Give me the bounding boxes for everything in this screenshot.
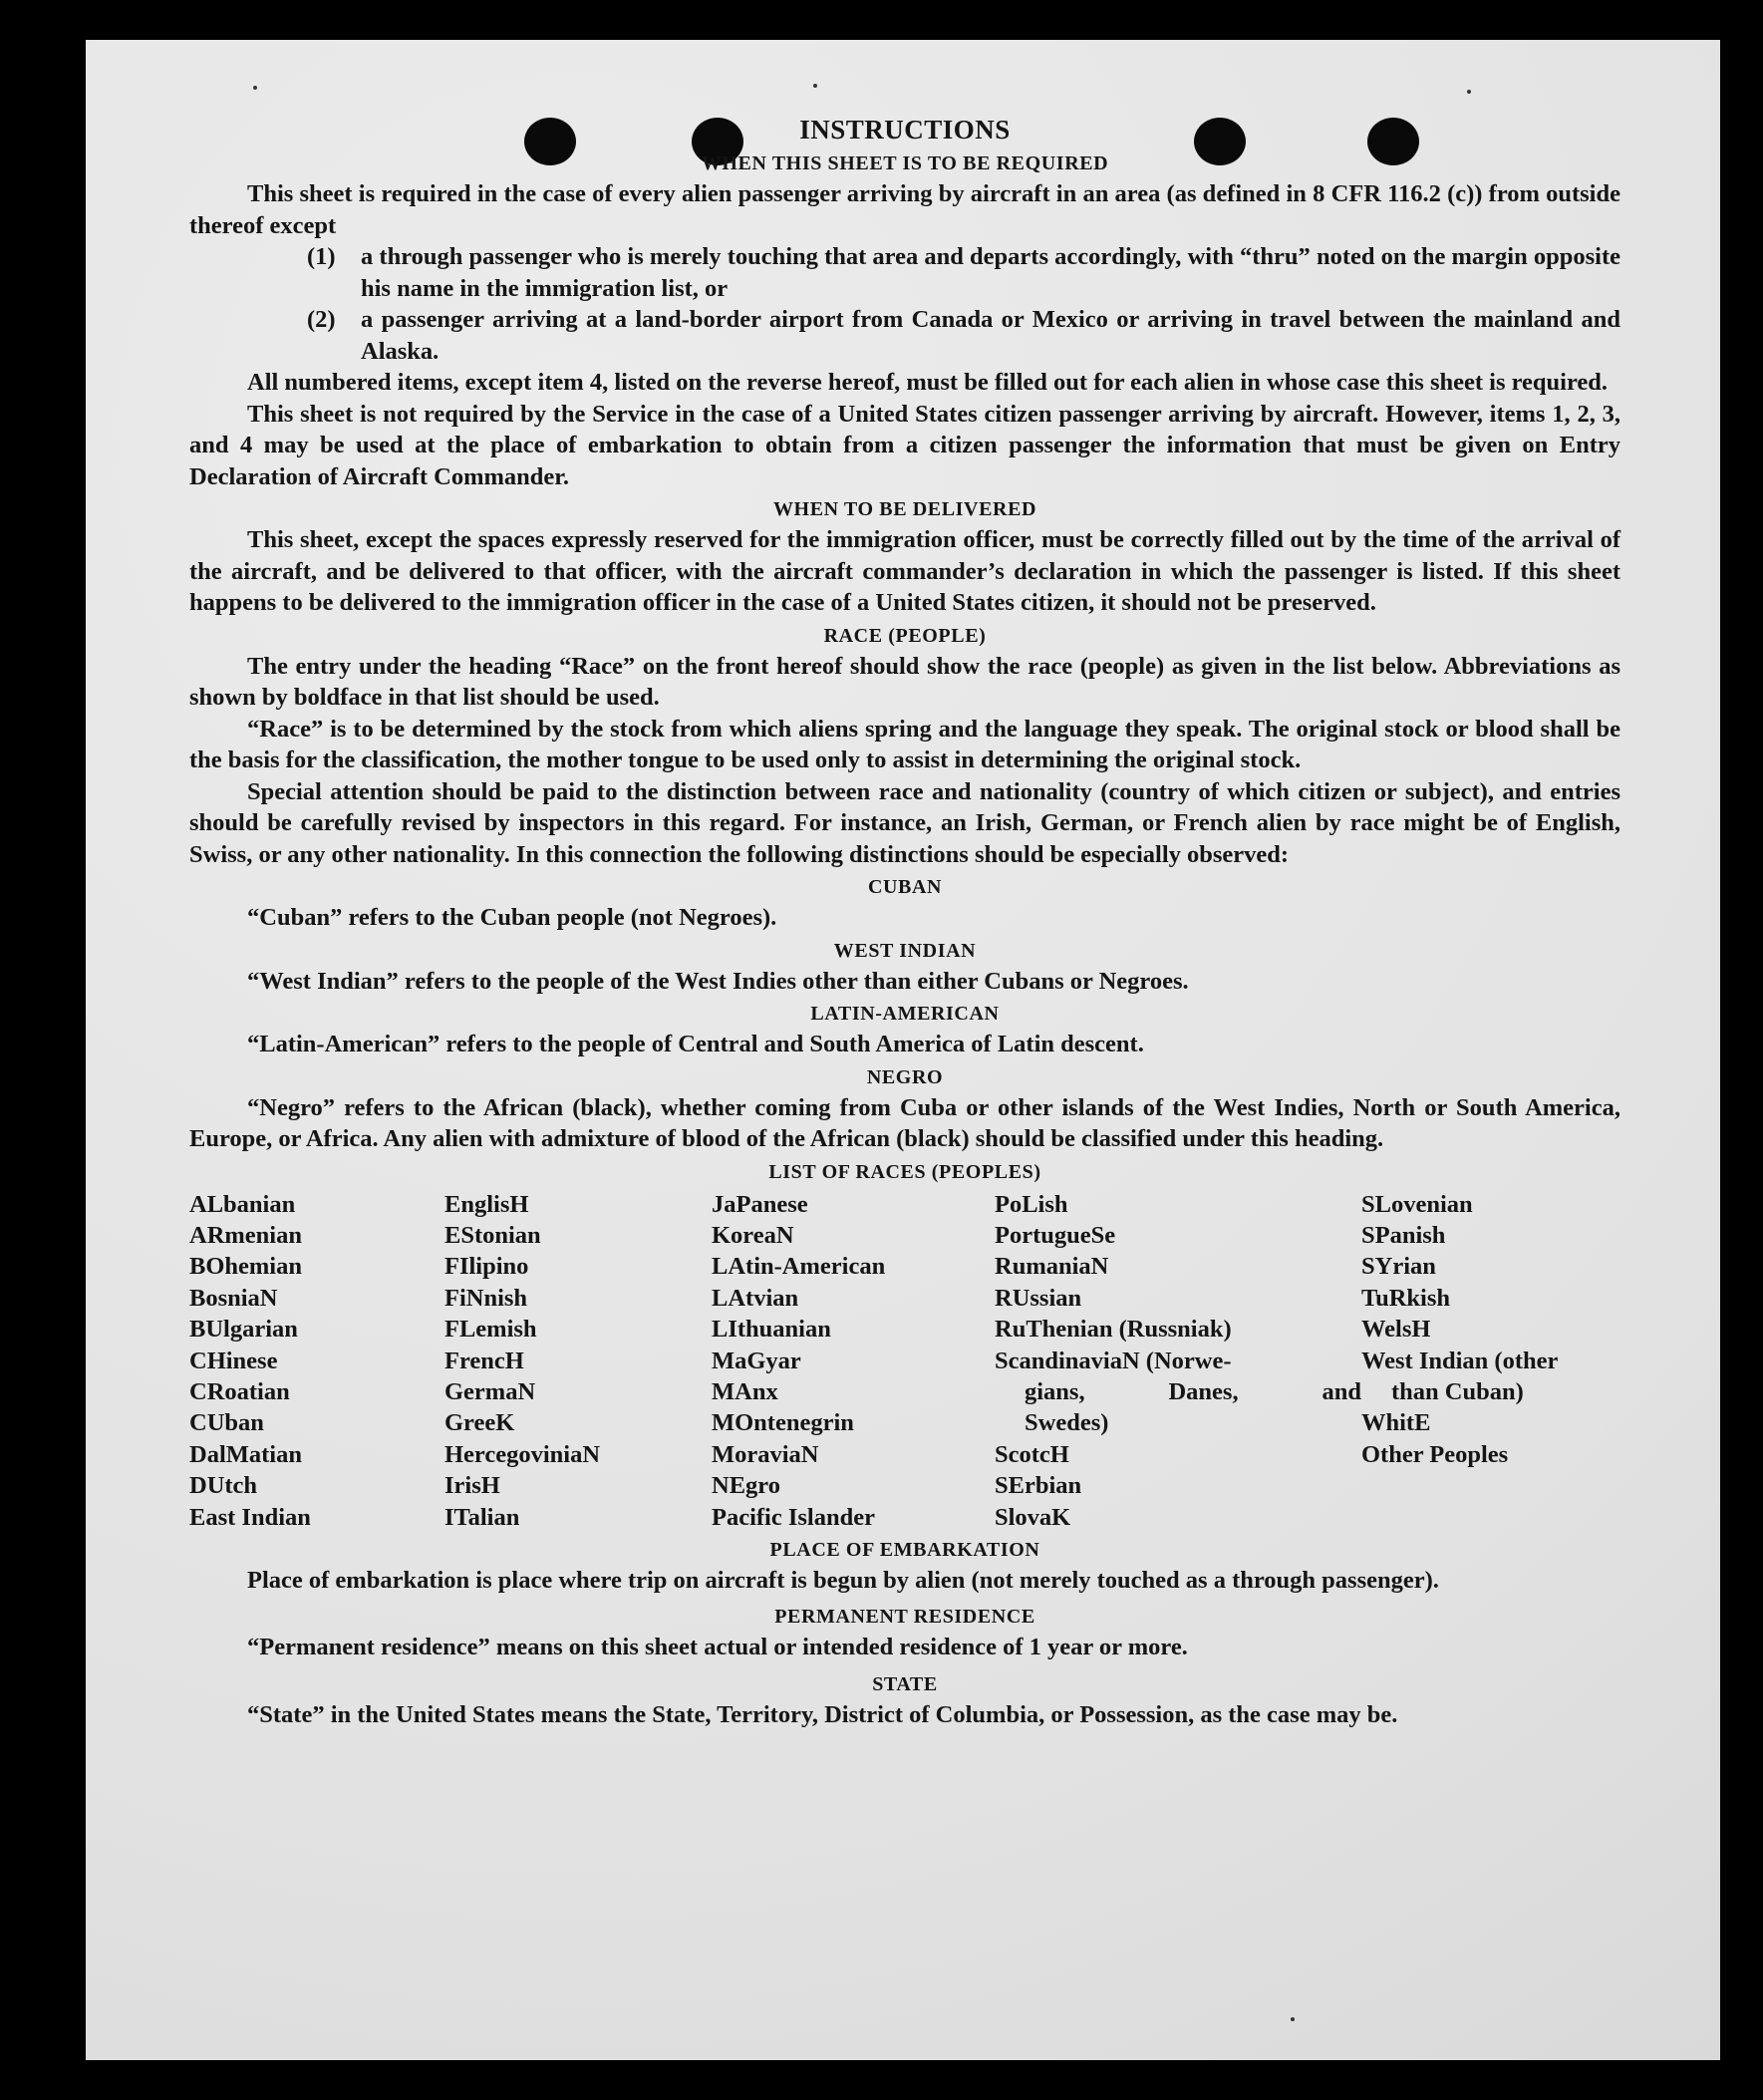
paragraph: This sheet is not required by the Service in the case of a United States citizen passenger arriving by aircraft. However, items 1, 2, 3, and 4 may be used at the place of embarkation to obtain from a citizen passenger the information that must be given on Entry Declaration of Aircraft Commander.: [189, 400, 1620, 490]
race-entry: CUban: [189, 1409, 264, 1437]
race-entry: LAtvian: [712, 1284, 799, 1312]
paragraph: “Cuban” refers to the Cuban people (not Negroes).: [247, 904, 777, 931]
race-entry: Pacific Islander: [712, 1503, 875, 1531]
paragraph: “Negro” refers to the African (black), whether coming from Cuba or other islands of the West Indies, North or South America, Europe, or Africa. Any alien with admixture of blood of the African (black) should be classified under this heading.: [189, 1093, 1620, 1152]
speck: [813, 84, 817, 88]
paragraph: This sheet is required in the case of every alien passenger arriving by aircraft in an area (as defined in 8 CFR 116.2 (c)) from outside thereof except: [189, 180, 1620, 239]
race-entry: ARmenian: [189, 1221, 302, 1249]
race-entry: FiNnish: [444, 1284, 528, 1312]
race-entry: TuRkish: [1361, 1284, 1451, 1312]
page-title: INSTRUCTIONS: [799, 115, 1011, 145]
list-item: [189, 304, 1620, 367]
race-entry: CHinese: [189, 1347, 278, 1374]
race-entry: DUtch: [189, 1472, 258, 1500]
race-entry: ALbanian: [189, 1190, 296, 1218]
race-entry: SPanish: [1361, 1221, 1446, 1249]
race-entry: BOhemian: [189, 1253, 302, 1281]
race-entry: PoLish: [995, 1190, 1068, 1218]
race-entry: BUlgarian: [189, 1316, 298, 1344]
race-entry: GermaN: [444, 1377, 536, 1405]
race-entry: MOntenegrin: [712, 1409, 854, 1437]
race-entry: ScandinaviaN (Norwe-: [995, 1347, 1232, 1374]
race-entry: EStonian: [444, 1221, 541, 1249]
race-entry: FIlipino: [444, 1253, 529, 1281]
paragraph: Special attention should be paid to the distinction between race and nationality (country of which citizen or subject), and entries should be carefully revised by inspectors in this regard. For instance, an Irish, German, or French alien by race might be of English, Swiss, or any other nationality. In this connection the following distinctions should be especially observed:: [189, 777, 1620, 868]
section-heading: WHEN THIS SHEET IS TO BE REQUIRED: [701, 152, 1109, 174]
race-entry: NEgro: [712, 1472, 780, 1500]
section-heading: PERMANENT RESIDENCE: [774, 1606, 1035, 1629]
race-entry: RUssian: [995, 1284, 1082, 1312]
race-entry: ScotcH: [995, 1440, 1069, 1468]
race-entry: MAnx: [712, 1377, 778, 1405]
speck: [1467, 90, 1471, 94]
race-entry: EnglisH: [444, 1190, 529, 1218]
list-item: [189, 241, 1620, 304]
race-entry: HercegoviniaN: [444, 1440, 601, 1468]
race-column: [712, 1189, 995, 1533]
race-entry: MoraviaN: [712, 1440, 819, 1468]
race-column: [1361, 1189, 1620, 1533]
speck: [253, 86, 257, 90]
section-heading: RACE (PEOPLE): [823, 624, 987, 647]
race-entry: LAtin-American: [712, 1253, 886, 1281]
race-entry: RumaniaN: [995, 1253, 1109, 1281]
race-entry: KoreaN: [712, 1221, 794, 1249]
item-number: (1): [307, 243, 336, 270]
section-heading: LATIN-AMERICAN: [810, 1003, 1000, 1025]
race-entry: SLovenian: [1361, 1190, 1473, 1218]
race-entry: BosniaN: [189, 1284, 278, 1312]
section-heading: WHEN TO BE DELIVERED: [772, 498, 1037, 520]
race-entry: IrisH: [444, 1472, 500, 1500]
paragraph: “Race” is to be determined by the stock from which aliens spring and the language they speak. The original stock or blood shall be the basis for the classification, the mother tongue to be used only to assist in determining the original stock.: [189, 715, 1620, 773]
section-heading: STATE: [872, 1672, 938, 1695]
race-entry: ITalian: [444, 1503, 520, 1531]
race-entry: gians, Danes, and: [1025, 1377, 1361, 1405]
paragraph: “State” in the United States means the State, Territory, District of Columbia, or Possession, as the case may be.: [247, 1700, 1398, 1728]
race-entry: SYrian: [1361, 1253, 1436, 1281]
race-entry: WhitE: [1361, 1409, 1431, 1437]
paragraph: This sheet, except the spaces expressly reserved for the immigration officer, must be correctly filled out by the time of the arrival of the aircraft, and be delivered to that officer, with the aircraft commander’s declaration in which the passenger is listed. If this sheet happens to be delivered to the immigration officer in the case of a United States citizen, it should not be preserved.: [189, 526, 1620, 616]
race-column: [995, 1189, 1361, 1533]
item-text: a through passenger who is merely touching that area and departs accordingly, with “thru” noted on the margin opposite his name in the immigration list, or: [361, 243, 1620, 302]
race-column: [444, 1189, 712, 1533]
race-list: [189, 1189, 1620, 1533]
race-entry: Swedes): [1025, 1409, 1109, 1437]
paragraph: “Latin-American” refers to the people of Central and South America of Latin descent.: [247, 1031, 1144, 1057]
race-entry: West Indian (other: [1361, 1347, 1559, 1374]
paragraph: “West Indian” refers to the people of the West Indies other than either Cubans or Negroes.: [247, 967, 1189, 995]
race-entry: SErbian: [995, 1472, 1082, 1500]
race-entry: WelsH: [1361, 1316, 1431, 1344]
race-entry: PortugueSe: [995, 1221, 1116, 1249]
section-heading: LIST OF RACES (PEOPLES): [768, 1160, 1041, 1183]
paragraph: Place of embarkation is place where trip on aircraft is begun by alien (not merely touched as a through passenger).: [247, 1566, 1439, 1594]
race-entry: than Cuban): [1391, 1377, 1524, 1405]
section-heading: CUBAN: [867, 876, 943, 898]
paragraph: The entry under the heading “Race” on the front hereof should show the race (people) as given in the list below. Abbreviations as shown by boldface in that list should be used.: [189, 652, 1620, 711]
race-entry: GreeK: [444, 1409, 515, 1437]
race-entry: CRoatian: [189, 1377, 290, 1405]
paragraph: All numbered items, except item 4, listed on the reverse hereof, must be filled out for each alien in whose case this sheet is required.: [247, 369, 1609, 396]
race-entry: LIthuanian: [712, 1316, 831, 1344]
race-entry: East Indian: [189, 1503, 311, 1531]
race-column: [189, 1189, 444, 1533]
race-entry: MaGyar: [712, 1347, 801, 1374]
section-heading: NEGRO: [866, 1065, 944, 1088]
race-entry: Other Peoples: [1361, 1440, 1509, 1468]
race-entry: FLemish: [444, 1316, 537, 1344]
race-entry: JaPanese: [712, 1190, 808, 1218]
race-entry: DalMatian: [189, 1440, 302, 1468]
paragraph: “Permanent residence” means on this sheet actual or intended residence of 1 year or more.: [247, 1634, 1188, 1661]
speck: [1291, 2017, 1295, 2021]
race-entry: RuThenian (Russniak): [995, 1316, 1232, 1344]
item-number: (2): [307, 306, 336, 333]
instructions-text: [189, 113, 1620, 1730]
race-entry: SlovaK: [995, 1503, 1071, 1531]
race-entry: FrencH: [444, 1347, 524, 1374]
section-heading: WEST INDIAN: [833, 939, 977, 962]
section-heading: PLACE OF EMBARKATION: [769, 1538, 1040, 1561]
item-text: a passenger arriving at a land-border airport from Canada or Mexico or arriving in travel between the mainland and Alaska.: [361, 306, 1620, 365]
